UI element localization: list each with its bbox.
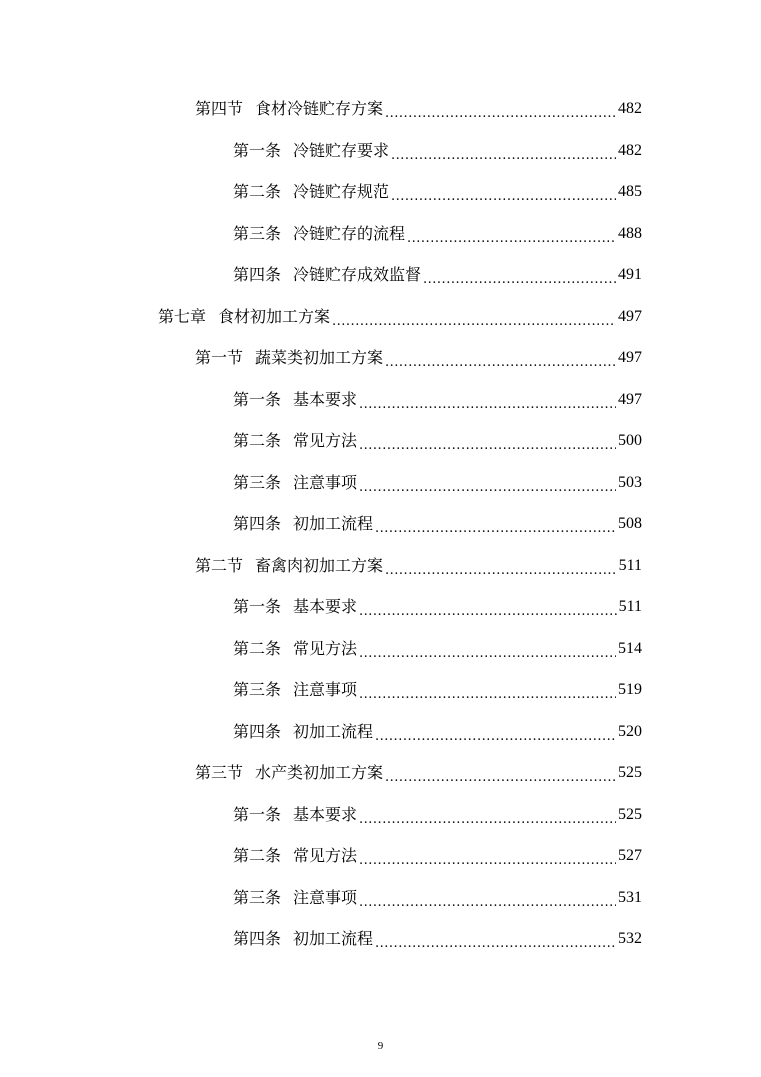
toc-entry-label: 第二条 xyxy=(233,639,282,658)
toc-entry[interactable] xyxy=(195,344,642,372)
toc-entry-title: 冷链贮存要求 xyxy=(293,141,390,160)
toc-entry[interactable] xyxy=(233,842,642,870)
toc-entry-label: 第三条 xyxy=(233,888,282,907)
toc-entry-title: 畜禽肉初加工方案 xyxy=(255,556,384,575)
toc-entry[interactable] xyxy=(195,552,642,580)
toc-entry-title: 基本要求 xyxy=(293,597,358,616)
toc-leader-dots xyxy=(359,884,616,912)
toc-entry[interactable] xyxy=(233,676,642,704)
toc-entry-label: 第三条 xyxy=(233,224,282,243)
page-number: 9 xyxy=(377,1040,384,1052)
toc-leader-dots xyxy=(385,344,616,372)
toc-entry-title: 初加工流程 xyxy=(293,514,374,533)
toc-entry-label: 第二条 xyxy=(233,431,282,450)
toc-entry-page: 511 xyxy=(618,557,642,574)
toc-leader-dots xyxy=(423,261,616,289)
toc-entry-title: 初加工流程 xyxy=(293,722,374,741)
toc-entry-page: 514 xyxy=(618,640,642,657)
toc-entry[interactable] xyxy=(233,386,642,414)
toc-leader-dots xyxy=(391,178,616,206)
toc-entry-label: 第二条 xyxy=(233,846,282,865)
toc-entry[interactable] xyxy=(195,759,642,787)
toc-entry-title: 注意事项 xyxy=(293,680,358,699)
toc-entry-label: 第四条 xyxy=(233,929,282,948)
toc-entry-title: 冷链贮存的流程 xyxy=(293,224,406,243)
toc-leader-dots xyxy=(375,510,616,538)
toc-entry-title: 注意事项 xyxy=(293,473,358,492)
toc-entry[interactable] xyxy=(233,925,642,953)
toc-entry-page: 508 xyxy=(618,515,642,532)
toc-leader-dots xyxy=(385,95,616,123)
toc-entry-title: 蔬菜类初加工方案 xyxy=(255,348,384,367)
toc-entry-label: 第一节 xyxy=(195,348,244,367)
toc-leader-dots xyxy=(391,137,616,165)
toc-entry-page: 519 xyxy=(618,681,642,698)
toc-leader-dots xyxy=(359,842,616,870)
toc-entry-title: 水产类初加工方案 xyxy=(255,763,384,782)
toc-entry[interactable] xyxy=(233,137,642,165)
toc-entry-label: 第四条 xyxy=(233,265,282,284)
toc-entry-page: 497 xyxy=(618,308,642,325)
toc-entry-page: 527 xyxy=(618,847,642,864)
toc-leader-dots xyxy=(385,759,616,787)
toc-entry[interactable] xyxy=(233,469,642,497)
toc-leader-dots xyxy=(375,925,616,953)
toc-entry-title: 基本要求 xyxy=(293,805,358,824)
toc-entry-page: 525 xyxy=(618,764,642,781)
toc-entry-page: 511 xyxy=(618,598,642,615)
toc-entry-label: 第三条 xyxy=(233,473,282,492)
toc-entry-label: 第一条 xyxy=(233,390,282,409)
toc-entry-page: 497 xyxy=(618,391,642,408)
toc-entry-label: 第一条 xyxy=(233,597,282,616)
toc-entry-label: 第七章 xyxy=(158,307,207,326)
toc-entry-page: 531 xyxy=(618,889,642,906)
toc-entry[interactable] xyxy=(233,510,642,538)
toc-entry-label: 第三条 xyxy=(233,680,282,699)
toc-entry-page: 532 xyxy=(618,930,642,947)
toc-entry-page: 485 xyxy=(618,183,642,200)
toc-entry-page: 520 xyxy=(618,723,642,740)
toc-entry-page: 482 xyxy=(618,100,642,117)
toc-entry[interactable] xyxy=(233,801,642,829)
toc-entry-page: 488 xyxy=(618,225,642,242)
toc-leader-dots xyxy=(359,593,617,621)
toc-entry-page: 491 xyxy=(618,266,642,283)
toc-entry[interactable] xyxy=(233,635,642,663)
toc-entry[interactable] xyxy=(233,178,642,206)
toc-entry-label: 第二条 xyxy=(233,182,282,201)
toc-entry-label: 第一条 xyxy=(233,141,282,160)
toc-entry-label: 第四条 xyxy=(233,722,282,741)
toc-entry-title: 食材初加工方案 xyxy=(218,307,331,326)
toc-leader-dots xyxy=(359,676,616,704)
toc-leader-dots xyxy=(359,469,616,497)
toc-entry-page: 525 xyxy=(618,806,642,823)
toc-entry-label: 第二节 xyxy=(195,556,244,575)
toc-entry-title: 食材冷链贮存方案 xyxy=(255,99,384,118)
toc-entry[interactable] xyxy=(233,427,642,455)
toc-entry-label: 第一条 xyxy=(233,805,282,824)
toc-entry-title: 冷链贮存成效监督 xyxy=(293,265,422,284)
toc-entry-title: 冷链贮存规范 xyxy=(293,182,390,201)
toc-entry-page: 482 xyxy=(618,142,642,159)
toc-entry-label: 第三节 xyxy=(195,763,244,782)
toc-entry-title: 常见方法 xyxy=(293,846,358,865)
toc-entry-page: 497 xyxy=(618,349,642,366)
toc-entry-title: 常见方法 xyxy=(293,431,358,450)
toc-entry[interactable] xyxy=(233,593,642,621)
toc-entry-title: 注意事项 xyxy=(293,888,358,907)
toc-leader-dots xyxy=(332,303,616,331)
toc-leader-dots xyxy=(385,552,617,580)
toc-entry-title: 基本要求 xyxy=(293,390,358,409)
toc-entry[interactable] xyxy=(233,718,642,746)
toc-leader-dots xyxy=(359,386,616,414)
toc-entry-label: 第四节 xyxy=(195,99,244,118)
toc-leader-dots xyxy=(359,801,616,829)
toc-entry[interactable] xyxy=(233,261,642,289)
toc-entry[interactable] xyxy=(233,884,642,912)
toc-entry-title: 初加工流程 xyxy=(293,929,374,948)
toc-entry[interactable] xyxy=(195,95,642,123)
toc-entry[interactable] xyxy=(233,220,642,248)
toc-entry[interactable] xyxy=(158,303,642,331)
toc-leader-dots xyxy=(407,220,616,248)
toc-leader-dots xyxy=(359,427,616,455)
toc-leader-dots xyxy=(375,718,616,746)
toc-leader-dots xyxy=(359,635,616,663)
toc-entry-title: 常见方法 xyxy=(293,639,358,658)
toc-entry-page: 500 xyxy=(618,432,642,449)
toc-entry-label: 第四条 xyxy=(233,514,282,533)
toc-entry-page: 503 xyxy=(618,474,642,491)
